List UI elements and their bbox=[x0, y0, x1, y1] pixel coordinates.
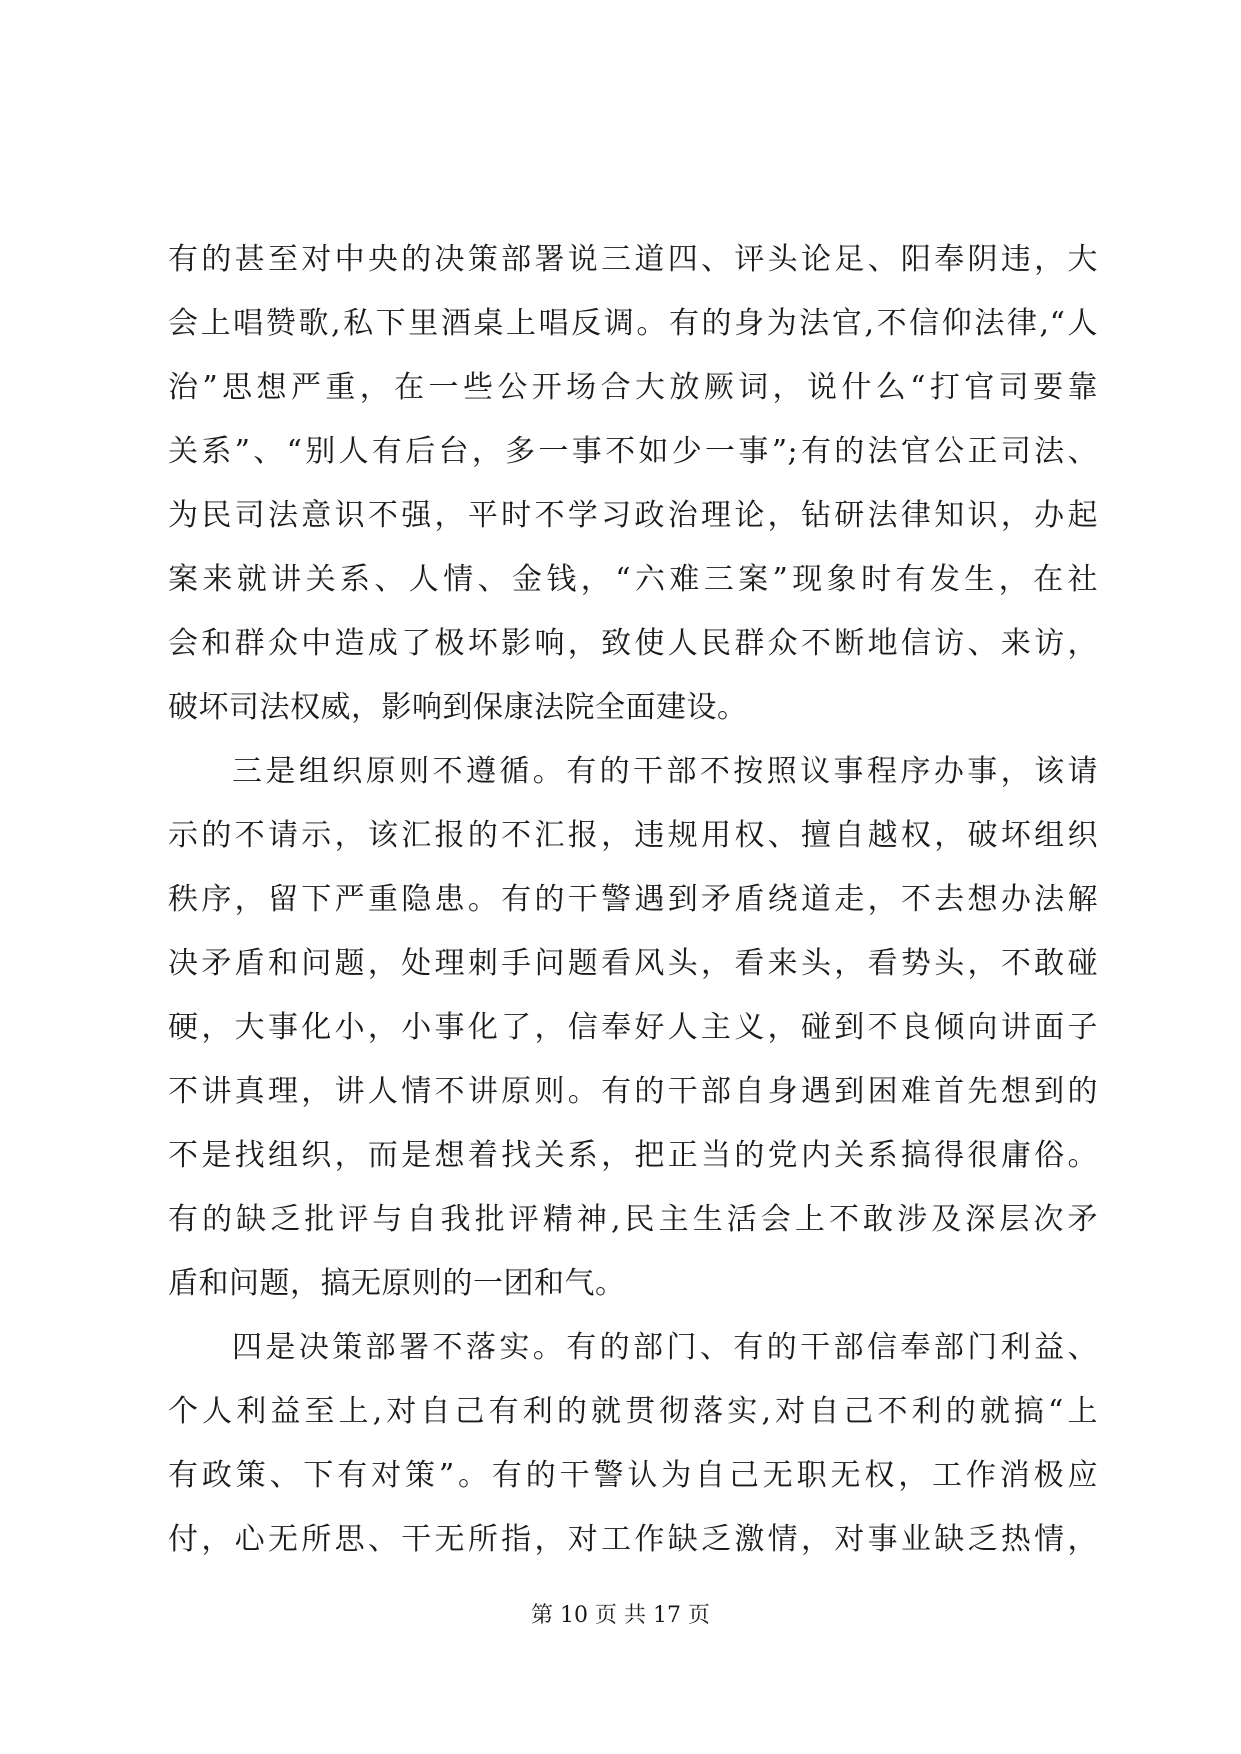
text-line: 付，心无所思、干无所指，对工作缺乏激情，对事业缺乏热情， bbox=[168, 1522, 1098, 1557]
text-line: 案来就讲关系、人情、金钱，“六难三案”现象时有发生，在社 bbox=[168, 562, 1098, 597]
text-line: 硬，大事化小，小事化了，信奉好人主义，碰到不良倾向讲面子 bbox=[168, 1010, 1098, 1045]
text-line: 有政策、下有对策”。有的干警认为自己无职无权，工作消极应 bbox=[168, 1458, 1098, 1493]
text-line: 为民司法意识不强，平时不学习政治理论，钻研法律知识，办起 bbox=[168, 498, 1098, 533]
text-line: 有的甚至对中央的决策部署说三道四、评头论足、阳奉阴违，大 bbox=[168, 242, 1098, 277]
paragraph-first-line: 三是组织原则不遵循。有的干部不按照议事程序办事，该请 bbox=[232, 754, 1098, 789]
text-line: 不讲真理，讲人情不讲原则。有的干部自身遇到困难首先想到的 bbox=[168, 1074, 1098, 1109]
text-line: 会上唱赞歌,私下里酒桌上唱反调。有的身为法官,不信仰法律,“人 bbox=[168, 306, 1098, 341]
text-line: 治”思想严重，在一些公开场合大放厥词，说什么“打官司要靠 bbox=[168, 370, 1098, 405]
text-line: 秩序，留下严重隐患。有的干警遇到矛盾绕道走，不去想办法解 bbox=[168, 882, 1098, 917]
text-line: 破坏司法权威，影响到保康法院全面建设。 bbox=[168, 690, 748, 725]
text-line: 示的不请示，该汇报的不汇报，违规用权、擅自越权，破坏组织 bbox=[168, 818, 1098, 853]
text-line: 关系”、“别人有后台，多一事不如少一事”;有的法官公正司法、 bbox=[168, 434, 1098, 469]
text-line: 不是找组织，而是想着找关系，把正当的党内关系搞得很庸俗。 bbox=[168, 1138, 1098, 1173]
text-line: 个人利益至上,对自己有利的就贯彻落实,对自己不利的就搞“上 bbox=[168, 1394, 1098, 1429]
text-line: 决矛盾和问题，处理刺手问题看风头，看来头，看势头，不敢碰 bbox=[168, 946, 1098, 981]
text-line: 有的缺乏批评与自我批评精神,民主生活会上不敢涉及深层次矛 bbox=[168, 1202, 1098, 1237]
paragraph-first-line: 四是决策部署不落实。有的部门、有的干部信奉部门利益、 bbox=[232, 1330, 1098, 1365]
text-line: 会和群众中造成了极坏影响，致使人民群众不断地信访、来访， bbox=[168, 626, 1098, 661]
document-body bbox=[168, 228, 1098, 1572]
page-footer: 第 10 页 共 17 页 bbox=[531, 1603, 710, 1628]
text-line: 盾和问题，搞无原则的一团和气。 bbox=[168, 1266, 626, 1301]
